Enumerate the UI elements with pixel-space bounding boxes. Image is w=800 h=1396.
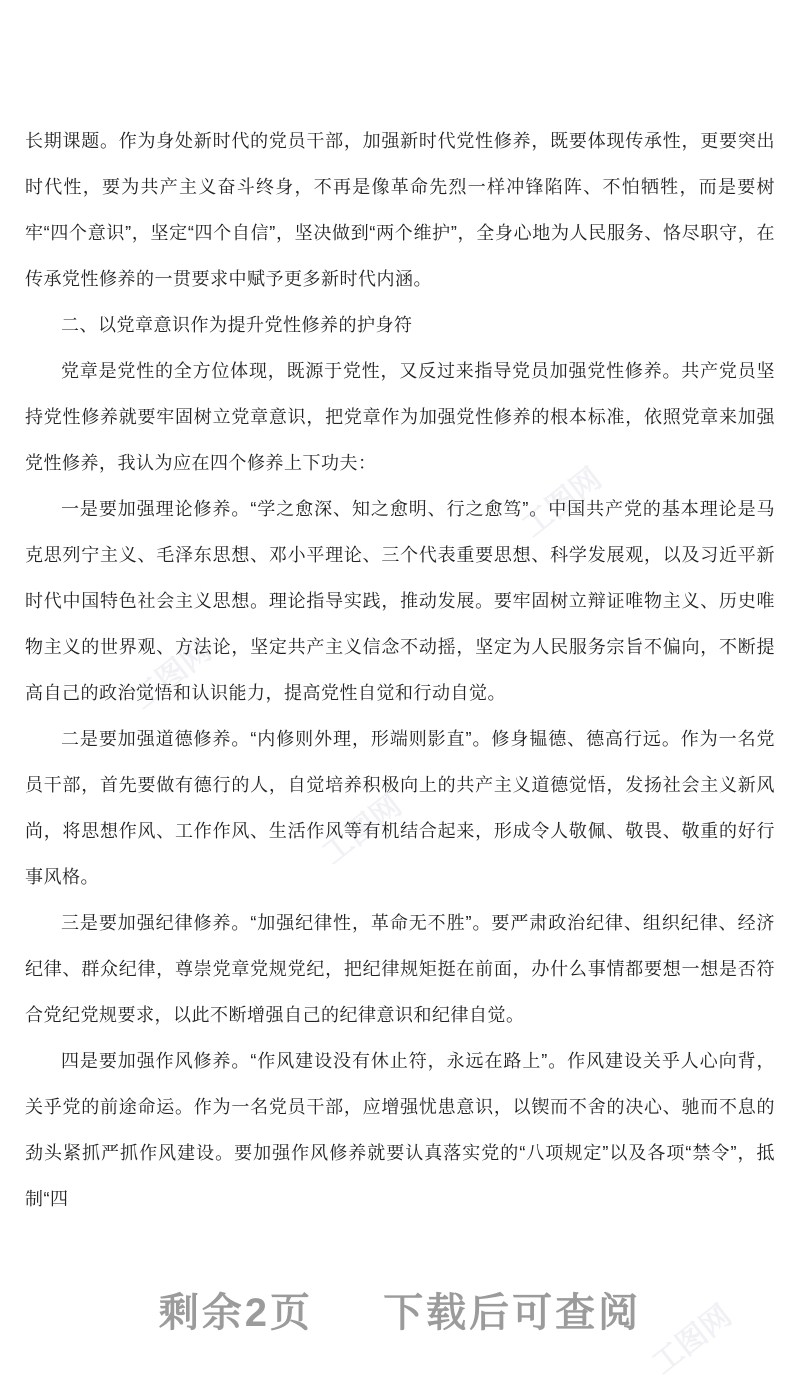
paragraph: 党章是党性的全方位体现，既源于党性，又反过来指导党员加强党性修养。共产党员坚持党性修养就要牢固树立党章意识，把党章作为加强党性修养的根本标准，依照党章来加强党性修养，我认为应在四个修养上下功夫： <box>25 361 775 473</box>
watermark: 工图网 <box>316 789 408 871</box>
remaining-pages-label: 剩余2页 <box>158 1291 314 1335</box>
section-heading: 二、以党章意识作为提升党性修养的护身符 <box>61 315 413 335</box>
document-body <box>25 118 775 1222</box>
download-hint-label: 下载后可查阅 <box>383 1291 642 1335</box>
paragraph: 三是要加强纪律修养。“加强纪律性，革命无不胜”。要严肃政治纪律、组织纪律、经济纪律、群众纪律，尊崇党章党规党纪，把纪律规矩挺在前面，办什么事情都要想一想是否符合党纪党规要求，以此不断增强自己的纪律意识和纪律自觉。 <box>25 913 775 1025</box>
paragraph: 一是要加强理论修养。“学之愈深、知之愈明、行之愈笃”。中国共产党的基本理论是马克思列宁主义、毛泽东思想、邓小平理论、三个代表重要思想、科学发展观，以及习近平新时代中国特色社会主义思想。理论指导实践，推动发展。要牢固树立辩证唯物主义、历史唯物主义的世界观、方法论，坚定共产主义信念不动摇，坚定为人民服务宗旨不偏向，不断提高自己的政治觉悟和认识能力，提高党性自觉和行动自觉。 <box>25 499 775 703</box>
footer-notice <box>0 1281 800 1338</box>
watermark: 工图网 <box>126 634 218 716</box>
paragraph: 四是要加强作风修养。“作风建设没有休止符，永远在路上”。作风建设关乎人心向背，关乎党的前途命运。作为一名党员干部，应增强忧患意识，以锲而不舍的决心、驰而不息的劲头紧抓严抓作风建设。要加强作风修养就要认真落实党的“八项规定”以及各项“禁令”，抵制“四 <box>25 1051 775 1209</box>
paragraph: 二是要加强道德修养。“内修则外理，形端则影直”。修身韫德、德高行远。作为一名党员干部，首先要做有德行的人，自觉培养积极向上的共产主义道德觉悟，发扬社会主义新风尚，将思想作风、工作作风、生活作风等有机结合起来，形成令人敬佩、敬畏、敬重的好行事风格。 <box>25 729 775 887</box>
watermark: 工图网 <box>516 462 608 544</box>
paragraph-continuation: 长期课题。作为身处新时代的党员干部，加强新时代党性修养，既要体现传承性，更要突出时代性，要为共产主义奋斗终身，不再是像革命先烈一样冲锋陷阵、不怕牺牲，而是要树牢“四个意识”，坚定“四个自信”，坚决做到“两个维护”，全身心地为人民服务、恪尽职守，在传承党性修养的一贯要求中赋予更多新时代内涵。 <box>25 131 775 289</box>
watermark: 工图网 <box>646 1299 738 1381</box>
